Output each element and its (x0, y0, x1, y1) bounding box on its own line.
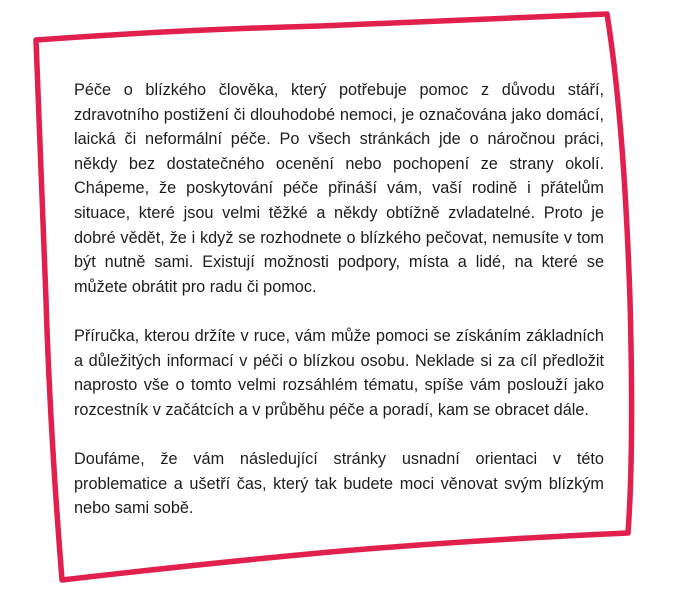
intro-text (74, 78, 604, 521)
paragraph-2: Příručka, kterou držíte v ruce, vám může pomoci se získáním základních a důležitých informací v péči o blízkou osobu. Neklade si za cíl předložit naprosto vše o tomto velmi rozsáhlém tématu, spíše vám poslouží jako rozcestník v začátcích a v průběhu péče a poradí, kam se obracet dále. (74, 326, 604, 419)
paragraph-3: Doufáme, že vám následující stránky usnadní orientaci v této problematice a ušetří čas, který tak budete moci věnovat svým blízkým nebo sami sobě. (74, 449, 604, 518)
paragraph-1: Péče o blízkého člověka, který potřebuje pomoc z důvodu stáří, zdravotního postižení či dlouhodobé nemoci, je označována jako domácí, laická či neformální péče. Po všech stránkách jde o náročnou práci, někdy bez dostatečného ocenění nebo pochopení ze strany okolí. Chápeme, že poskytování péče přináší vám, vaší rodině i přátelům situace, které jsou velmi těžké a někdy obtížně zvladatelné. Proto je dobré vědět, že i když se rozhodnete o blízkého pečovat, nemusíte v tom být nutně sami. Existují možnosti podpory, místa a lidé, na které se můžete obrátit pro radu či pomoc. (74, 81, 604, 296)
